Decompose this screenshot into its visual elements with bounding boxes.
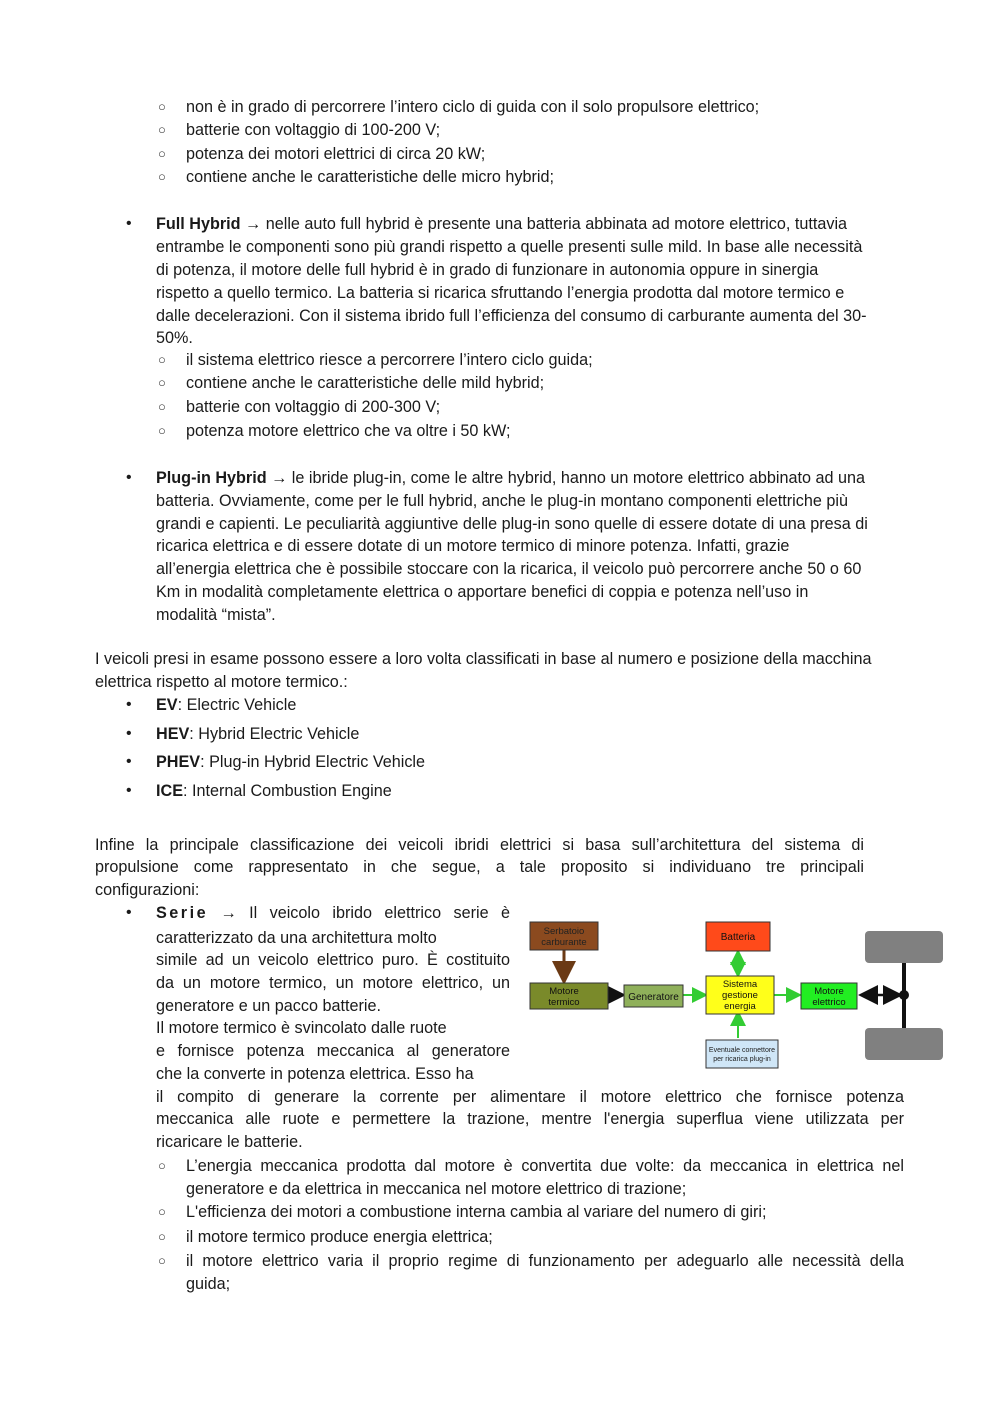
paragraph-line: entrambe le componenti sono più grandi rispetto a quelle presenti sulle mild. In base alle necessità bbox=[156, 238, 863, 256]
paragraph-line: dalle decelerazioni. Con il sistema ibrido full l’efficienza del consumo di carburante aumenta del 30- bbox=[156, 307, 867, 325]
bullet: • bbox=[126, 904, 132, 921]
list-item-continued: generatore e da elettrica in meccanica nel motore elettrico di trazione; bbox=[186, 1180, 687, 1198]
wheel-bottom bbox=[865, 1028, 943, 1060]
sub-bullet: ○ bbox=[158, 1253, 166, 1268]
paragraph-line: caratterizzato da una architettura molto bbox=[156, 929, 437, 947]
vehicle-desc: : Internal Combustion Engine bbox=[183, 782, 392, 800]
electric-motor-box bbox=[801, 983, 857, 1009]
list-item bbox=[156, 723, 359, 745]
sub-bullet: ○ bbox=[158, 169, 166, 184]
vehicle-desc: : Hybrid Electric Vehicle bbox=[189, 725, 360, 743]
energy-management-box bbox=[706, 976, 774, 1014]
thermal-engine-label: termico bbox=[548, 997, 580, 1008]
axle-joint bbox=[899, 990, 909, 1000]
paragraph-line: e fornisce potenza meccanica al generatore bbox=[156, 1042, 510, 1060]
bullet: • bbox=[126, 215, 132, 232]
list-item: contiene anche le caratteristiche delle mild hybrid; bbox=[186, 374, 545, 392]
list-item bbox=[156, 780, 392, 802]
list-item: contiene anche le caratteristiche delle micro hybrid; bbox=[186, 168, 555, 186]
sub-bullet: ○ bbox=[158, 352, 166, 367]
battery-box bbox=[706, 922, 770, 951]
sub-bullet: ○ bbox=[158, 423, 166, 438]
electric-motor-label: Motore bbox=[814, 986, 844, 997]
paragraph-line: I veicoli presi in esame possono essere a loro volta classificati in base al numero e posizione della macchina bbox=[95, 650, 872, 668]
list-item: batterie con voltaggio di 100-200 V; bbox=[186, 121, 441, 139]
vehicle-abbr: HEV bbox=[156, 725, 190, 743]
fuel-tank-label: Serbatoio bbox=[543, 926, 585, 937]
list-item: potenza motore elettrico che va oltre i 50 kW; bbox=[186, 422, 511, 440]
vehicle-abbr: EV bbox=[156, 696, 178, 714]
list-item: il sistema elettrico riesce a percorrere l’intero ciclo guida; bbox=[186, 351, 593, 369]
generator-box bbox=[624, 985, 683, 1007]
bullet: • bbox=[126, 782, 132, 799]
list-item: potenza dei motori elettrici di circa 20 kW; bbox=[186, 145, 486, 163]
thermal-engine-label: Motore bbox=[549, 986, 579, 997]
plugin-connector-label: per ricarica plug-in bbox=[713, 1056, 771, 1063]
full-hybrid-term: Full Hybrid bbox=[156, 215, 241, 233]
arrow-symbol: → bbox=[220, 904, 237, 922]
paragraph-line: configurazioni: bbox=[95, 881, 200, 899]
vehicle-desc: : Electric Vehicle bbox=[177, 696, 297, 714]
serie-architecture-diagram bbox=[520, 915, 950, 1075]
fuel-tank-label: carburante bbox=[541, 937, 587, 948]
bullet: • bbox=[126, 753, 132, 770]
paragraph-line: nelle auto full hybrid è presente una batteria abbinata ad motore elettrico, tuttavia bbox=[265, 215, 848, 233]
sub-bullet: ○ bbox=[158, 99, 166, 114]
paragraph-line: che la converte in potenza elettrica. Esso ha bbox=[156, 1065, 474, 1083]
battery-label: Batteria bbox=[720, 932, 756, 943]
sub-bullet: ○ bbox=[158, 122, 166, 137]
wheel-top bbox=[865, 931, 943, 963]
paragraph-line: Infine la principale classificazione dei veicoli ibridi elettrici si basa sull’architettura del sistema di bbox=[95, 836, 864, 854]
paragraph-line: il compito di generare la corrente per alimentare il motore elettrico che fornisce potenza bbox=[156, 1088, 904, 1106]
fuel-tank-box bbox=[530, 922, 598, 950]
list-item: il motore elettrico varia il proprio regime di funzionamento per adeguarlo alle necessità della bbox=[186, 1252, 904, 1270]
paragraph-line: ricaricare le batterie. bbox=[156, 1133, 303, 1151]
thermal-engine-box bbox=[530, 983, 608, 1009]
paragraph-line: elettrica rispetto al motore termico.: bbox=[95, 673, 348, 691]
list-item: L’energia meccanica prodotta dal motore è convertita due volte: da meccanica in elettrica nel bbox=[186, 1157, 904, 1175]
paragraph-line: meccanica alle ruote e permettere la trazione, mentre l'energia superflua viene utilizzata per bbox=[156, 1110, 904, 1128]
plugin-hybrid-first-line bbox=[156, 467, 865, 489]
vehicle-abbr: ICE bbox=[156, 782, 183, 800]
list-item-continued: guida; bbox=[186, 1275, 231, 1293]
energy-management-label: gestione bbox=[722, 990, 758, 1001]
bullet: • bbox=[126, 696, 132, 713]
paragraph-line: generatore e un pacco batterie. bbox=[156, 997, 381, 1015]
paragraph-line: all’energia elettrica che è possibile stoccare con la ricarica, il veicolo può percorrere anche 50 o 60 bbox=[156, 560, 862, 578]
arrow-symbol: → bbox=[271, 469, 288, 487]
sub-bullet: ○ bbox=[158, 399, 166, 414]
sub-bullet: ○ bbox=[158, 146, 166, 161]
serie-term: Serie bbox=[156, 904, 209, 922]
sub-bullet: ○ bbox=[158, 375, 166, 390]
electric-motor-label: elettrico bbox=[812, 997, 846, 1008]
paragraph-line: batteria. Ovviamente, come per le full hybrid, anche le plug-in montano componenti elettriche più bbox=[156, 492, 848, 510]
generator-label: Generatore bbox=[628, 992, 679, 1003]
list-item: batterie con voltaggio di 200-300 V; bbox=[186, 398, 441, 416]
paragraph-line: Il veicolo ibrido elettrico serie è bbox=[249, 904, 510, 922]
plugin-connector-box bbox=[706, 1040, 778, 1068]
paragraph-line: modalità “mista”. bbox=[156, 606, 276, 624]
paragraph-line: simile ad un veicolo elettrico puro. È costituito bbox=[156, 951, 510, 969]
vehicle-desc: : Plug-in Hybrid Electric Vehicle bbox=[200, 753, 426, 771]
list-item bbox=[156, 751, 425, 773]
bullet: • bbox=[126, 469, 132, 486]
vehicle-abbr: PHEV bbox=[156, 753, 201, 771]
paragraph-line: 50%. bbox=[156, 329, 193, 347]
sub-bullet: ○ bbox=[158, 1229, 166, 1244]
full-hybrid-first-line bbox=[156, 213, 847, 235]
paragraph-line: Km in modalità completamente elettrica o apportare benefici di coppia e potenza nell’uso in bbox=[156, 583, 809, 601]
list-item: L'efficienza dei motori a combustione interna cambia al variare del numero di giri; bbox=[186, 1203, 767, 1221]
energy-management-label: energia bbox=[724, 1001, 756, 1012]
bullet: • bbox=[126, 725, 132, 742]
serie-first-line bbox=[156, 902, 510, 925]
paragraph-line: Il motore termico è svincolato dalle ruote bbox=[156, 1019, 447, 1037]
plugin-hybrid-term: Plug-in Hybrid bbox=[156, 469, 267, 487]
list-item: il motore termico produce energia elettrica; bbox=[186, 1228, 493, 1246]
arrow-symbol: → bbox=[245, 215, 262, 233]
paragraph-line: rispetto a quello termico. La batteria si ricarica sfruttando l’energia prodotta dal motore termico e bbox=[156, 284, 845, 302]
paragraph-line: grandi e capienti. Le peculiarità aggiuntive delle plug-in sono quelle di essere dotate di una presa di bbox=[156, 515, 868, 533]
energy-management-label: Sistema bbox=[722, 979, 758, 990]
sub-bullet: ○ bbox=[158, 1158, 166, 1173]
plugin-connector-label: Eventuale connettore bbox=[708, 1047, 776, 1054]
paragraph-line: le ibride plug-in, come le altre hybrid, hanno un motore elettrico abbinato ad una bbox=[291, 469, 866, 487]
paragraph-line: ricarica elettrica e di essere dotate di un motore termico di minore potenza. Infatti, grazie bbox=[156, 537, 790, 555]
sub-bullet: ○ bbox=[158, 1204, 166, 1219]
paragraph-line: da un motore termico, un motore elettrico, un bbox=[156, 974, 510, 992]
list-item: non è in grado di percorrere l’intero ciclo di guida con il solo propulsore elettrico; bbox=[186, 98, 760, 116]
list-item bbox=[156, 694, 296, 716]
paragraph-line: di potenza, il motore delle full hybrid è in grado di funzionare in autonomia oppure in sinergia bbox=[156, 261, 819, 279]
paragraph-line: propulsione come rappresentato in che segue, a tale proposito si individuano tre principali bbox=[95, 858, 864, 876]
